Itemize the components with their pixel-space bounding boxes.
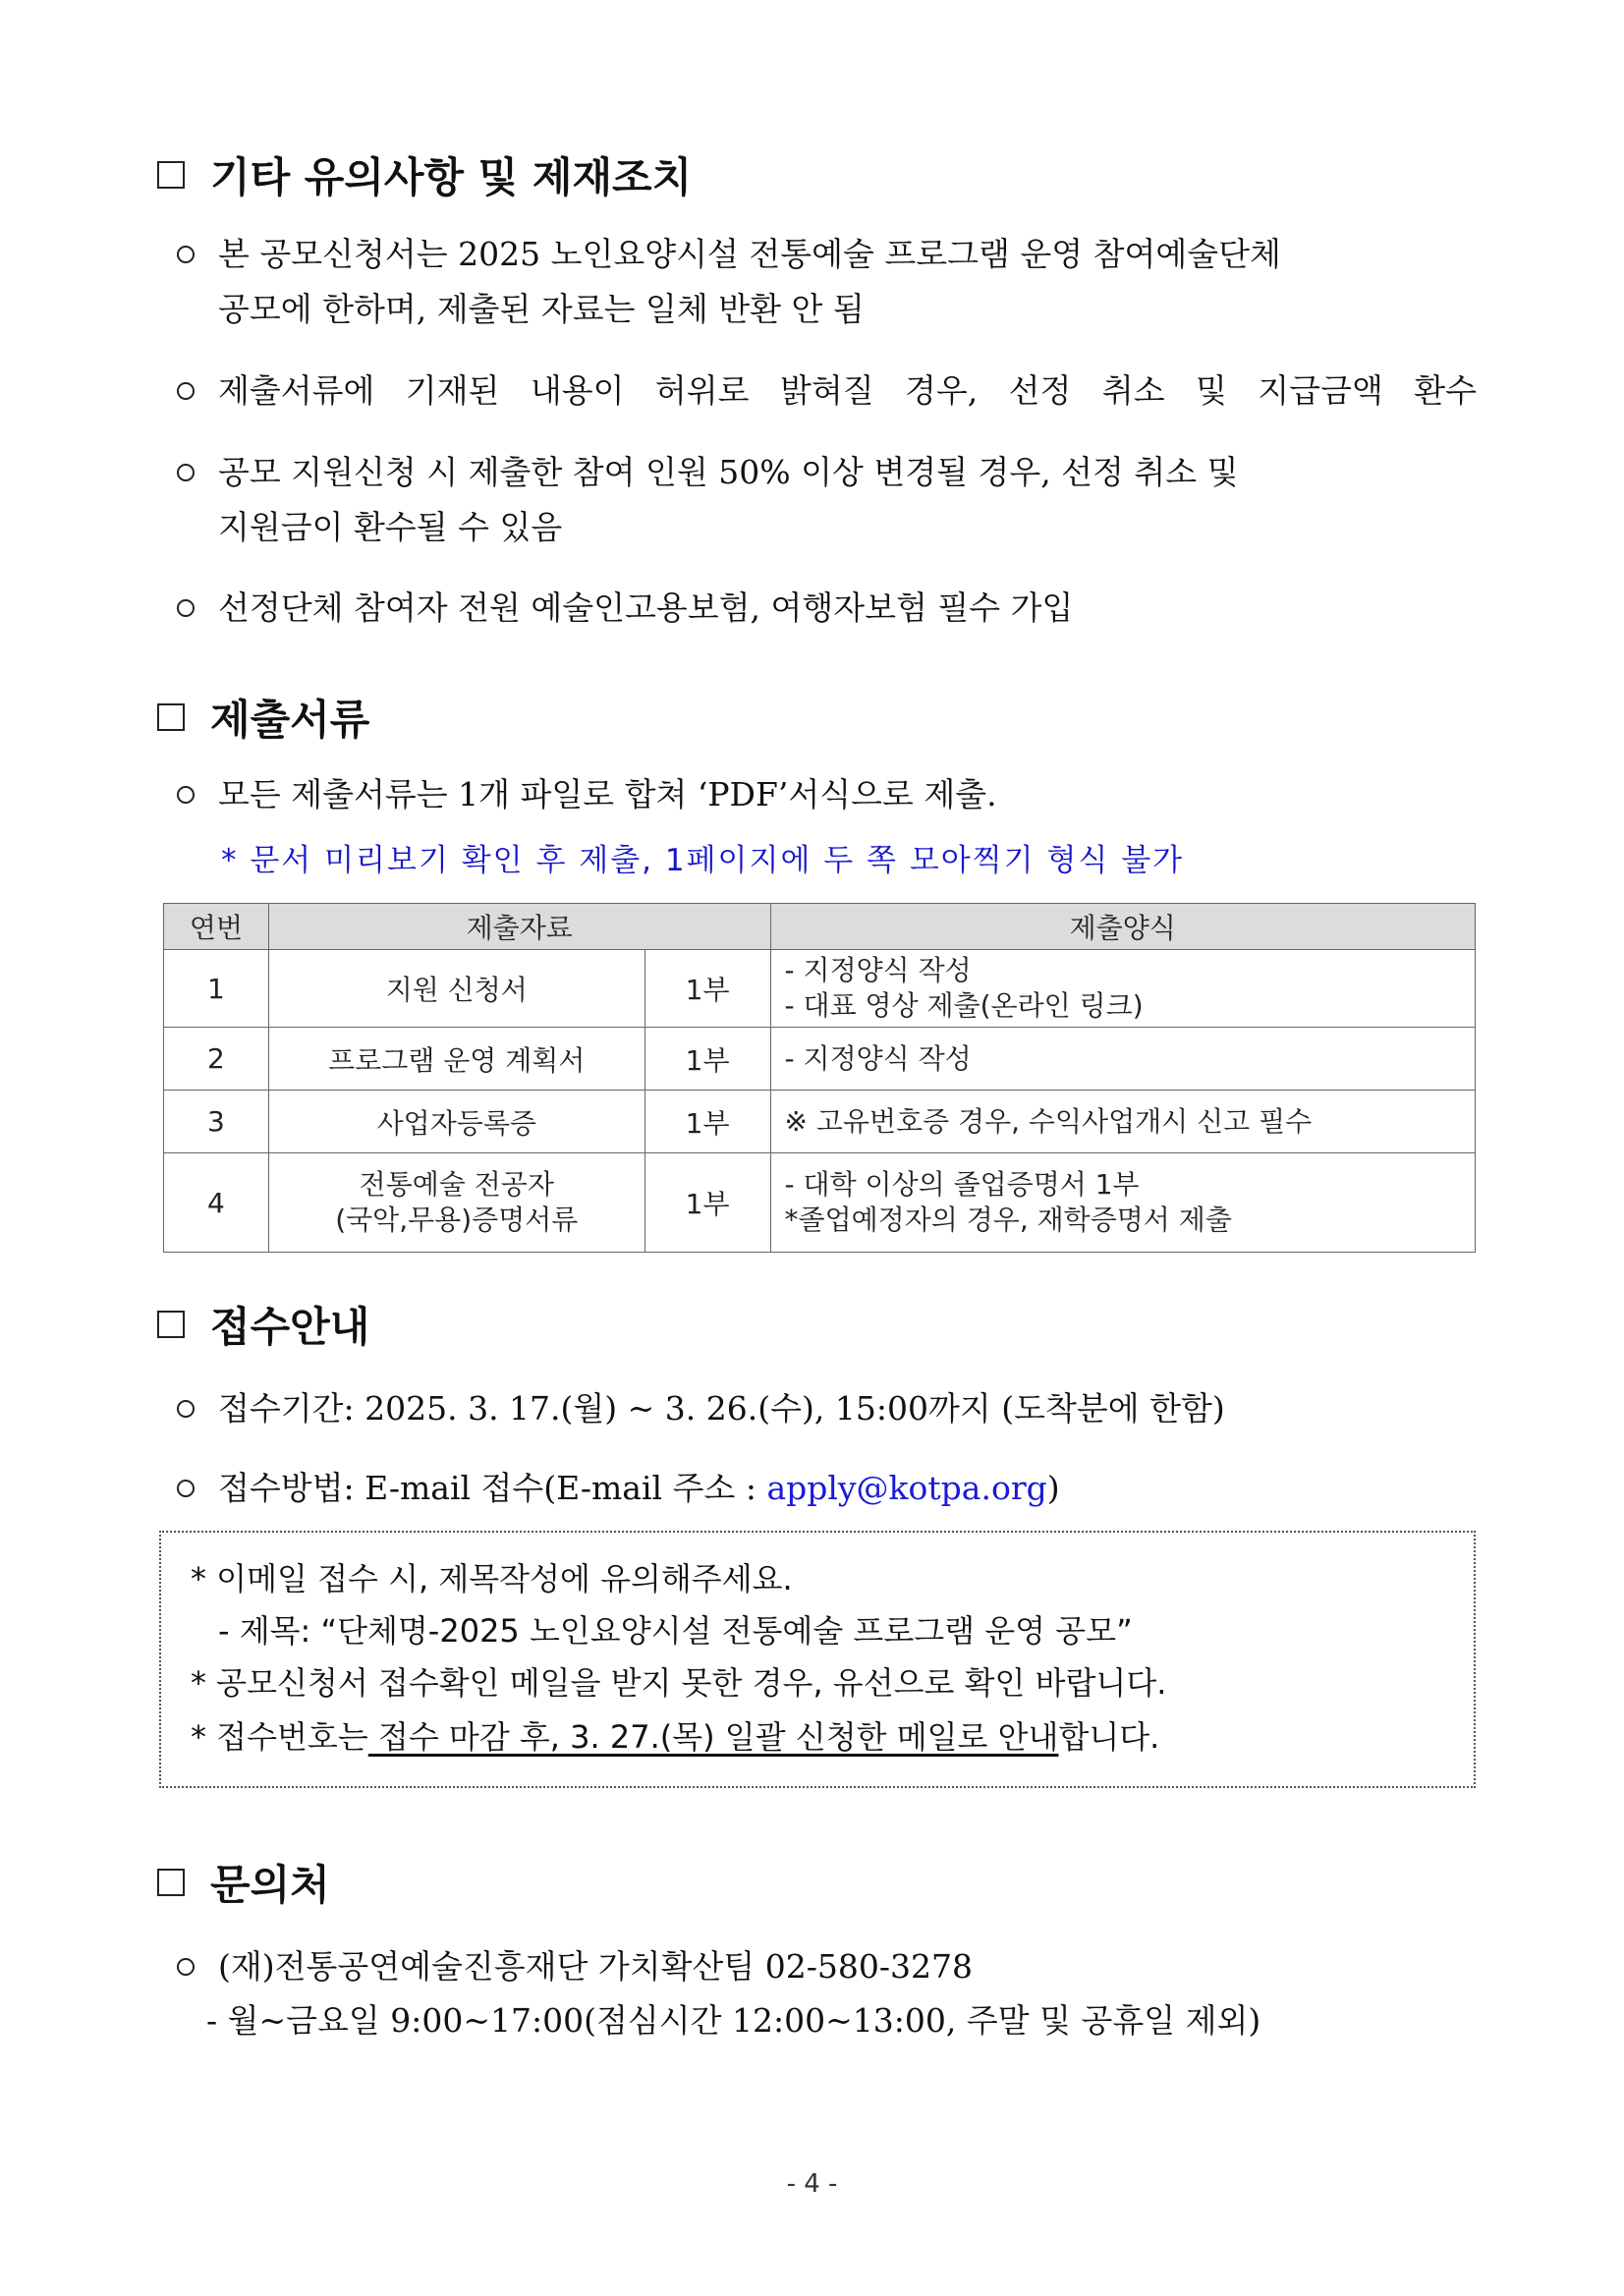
table-row (164, 1028, 1476, 1091)
notice-box-line: - 제목: “단체명-2025 노인요양시설 전통예술 프로그램 운영 공모” (218, 1612, 1133, 1650)
row-item: 지원 신청서 (268, 950, 644, 1028)
row-number: 3 (164, 1091, 269, 1153)
contact-item (177, 1939, 1477, 1994)
section-heading-documents (157, 688, 369, 747)
documents-text: 모든 제출서류는 1개 파일로 합쳐 ‘PDF’서식으로 제출. (218, 775, 997, 813)
notice-box-line: * 이메일 접수 시, 제목작성에 유의해주세요. (191, 1560, 793, 1597)
documents-note: * 문서 미리보기 확인 후 제출, 1페이지에 두 쪽 모아찍기 형식 불가 (221, 843, 1185, 878)
square-bullet-icon (157, 703, 185, 731)
notice-box-suffix: 합니다. (1058, 1718, 1160, 1756)
row-form: - 지정양식 작성 (770, 1028, 1475, 1091)
table-row (164, 1091, 1476, 1153)
circle-bullet-icon (177, 1958, 195, 1976)
row-quantity: 1부 (644, 1153, 770, 1253)
circle-bullet-icon (177, 1480, 195, 1497)
row-number: 4 (164, 1153, 269, 1253)
row-quantity: 1부 (644, 950, 770, 1028)
notice-item (177, 227, 1477, 337)
row-form-line: - 대표 영상 제출(온라인 링크) (784, 989, 1144, 1022)
submission-period (177, 1381, 1477, 1436)
table-header: 제출양식 (770, 904, 1475, 950)
section-heading-contact (157, 1853, 330, 1912)
row-form-line: - 대학 이상의 졸업증명서 1부 (784, 1168, 1140, 1201)
notice-text-line: 공모 지원신청 시 제출한 참여 인원 50% 이상 변경될 경우, 선정 취소 및 (218, 453, 1239, 491)
row-form-line: *졸업예정자의 경우, 재학증명서 제출 (784, 1204, 1232, 1236)
notice-text-line: 지원금이 환수될 수 있음 (218, 508, 563, 546)
section-title: 제출서류 (210, 696, 370, 744)
table-header: 제출자료 (268, 904, 770, 950)
submission-method-prefix: 접수방법: E-mail 접수(E-mail 주소 : (218, 1469, 767, 1507)
section-heading-submission (157, 1295, 369, 1354)
row-item: 사업자등록증 (268, 1091, 644, 1153)
circle-bullet-icon (177, 382, 195, 400)
circle-bullet-icon (177, 246, 195, 263)
circle-bullet-icon (177, 599, 195, 617)
page-number: - 4 - (786, 2169, 838, 2199)
documents-item (177, 767, 1477, 822)
table-header: 연번 (164, 904, 269, 950)
row-quantity: 1부 (644, 1028, 770, 1091)
notice-item (177, 581, 1477, 636)
circle-bullet-icon (177, 464, 195, 481)
section-title: 기타 유의사항 및 제재조치 (210, 153, 693, 201)
email-link[interactable]: apply@kotpa.org (766, 1469, 1047, 1507)
notice-box-underlined: 접수 마감 후, 3. 27.(목) 일괄 신청한 메일로 안내 (367, 1718, 1059, 1756)
submission-method (177, 1461, 1477, 1516)
row-form (770, 1153, 1475, 1253)
row-item (268, 1153, 644, 1253)
submission-method-suffix: ) (1046, 1469, 1060, 1507)
circle-bullet-icon (177, 786, 195, 804)
contact-hours-text: - 월~금요일 9:00~17:00(점심시간 12:00~13:00, 주말 및 공휴일 제외) (206, 2001, 1261, 2040)
square-bullet-icon (157, 1311, 185, 1338)
notice-text-line: 공모에 한하며, 제출된 자료는 일체 반환 안 됨 (218, 290, 865, 328)
notice-text-line: 본 공모신청서는 2025 노인요양시설 전통예술 프로그램 운영 참여예술단체 (218, 235, 1281, 273)
row-form: ※ 고유번호증 경우, 수익사업개시 신고 필수 (770, 1091, 1475, 1153)
documents-table (163, 903, 1476, 1253)
row-number: 1 (164, 950, 269, 1028)
table-header-row (164, 904, 1476, 950)
notice-box-line (191, 1712, 1159, 1758)
table-row (164, 1153, 1476, 1253)
row-item-line: (국악,무용)증명서류 (335, 1204, 579, 1236)
row-item: 프로그램 운영 계획서 (268, 1028, 644, 1091)
row-quantity: 1부 (644, 1091, 770, 1153)
notice-box-line: * 공모신청서 접수확인 메일을 받지 못한 경우, 유선으로 확인 바랍니다. (191, 1664, 1167, 1702)
section-heading-notices (157, 145, 692, 204)
row-form-line: - 지정양식 작성 (784, 954, 972, 986)
contact-text: (재)전통공연예술진흥재단 가치확산팀 02-580-3278 (218, 1947, 974, 1986)
contact-hours (206, 1993, 1477, 2048)
row-number: 2 (164, 1028, 269, 1091)
notice-text-line: 제출서류에 기재된 내용이 허위로 밝혀질 경우, 선정 취소 및 지급금액 환수 (218, 371, 1477, 410)
notice-item (177, 445, 1477, 555)
notice-box-prefix: * 접수번호는 (191, 1718, 368, 1756)
row-item-line: 전통예술 전공자 (359, 1168, 554, 1201)
submission-method-text (218, 1461, 1477, 1516)
circle-bullet-icon (177, 1400, 195, 1418)
notice-text-line: 선정단체 참여자 전원 예술인고용보험, 여행자보험 필수 가입 (218, 588, 1074, 627)
square-bullet-icon (157, 1869, 185, 1896)
square-bullet-icon (157, 161, 185, 189)
notice-item (177, 364, 1477, 419)
submission-period-text: 접수기간: 2025. 3. 17.(월) ~ 3. 26.(수), 15:00까지 (도착분에 한함) (218, 1389, 1225, 1428)
section-title: 접수안내 (210, 1303, 370, 1351)
table-row (164, 950, 1476, 1028)
row-form (770, 950, 1475, 1028)
submission-notice-box (159, 1531, 1476, 1788)
section-title: 문의처 (210, 1861, 330, 1909)
